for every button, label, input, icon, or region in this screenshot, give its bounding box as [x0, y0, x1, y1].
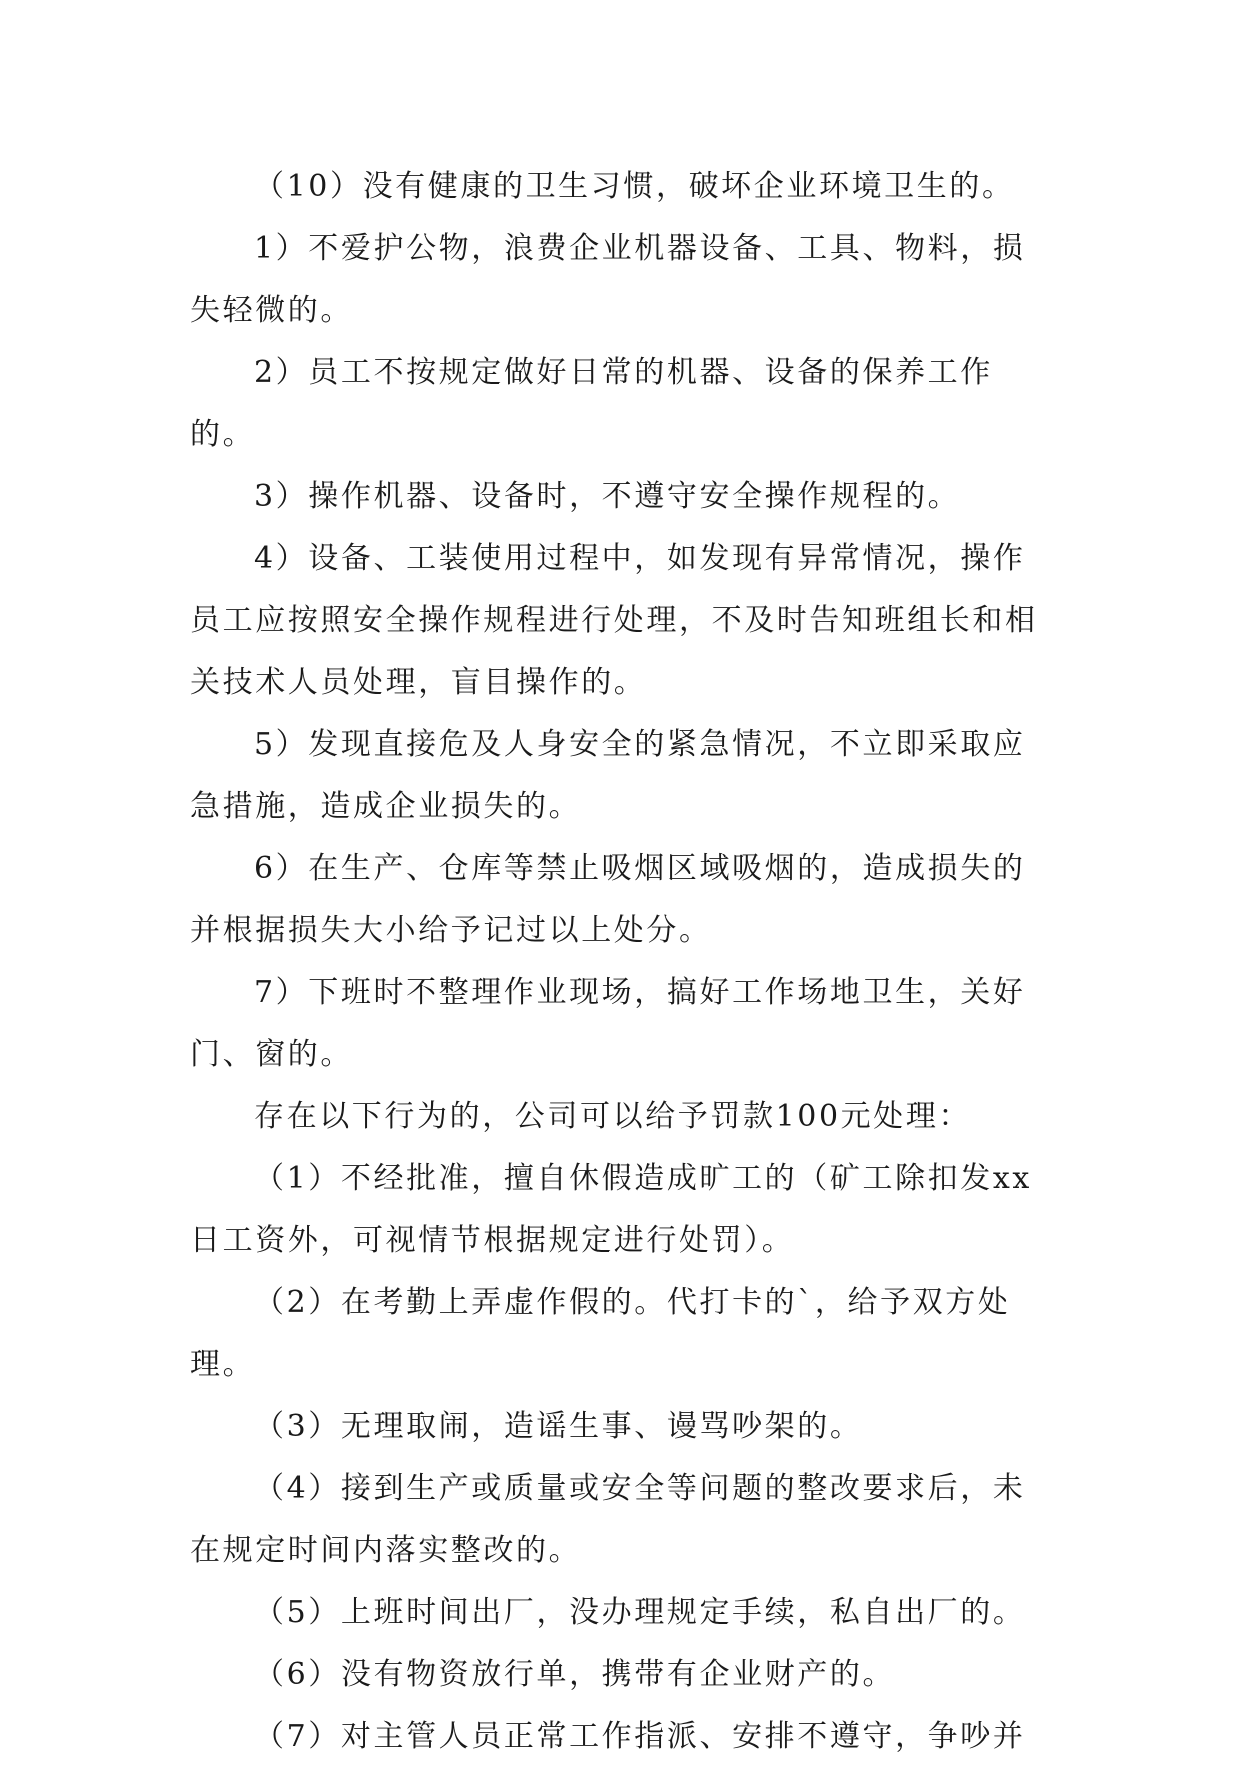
- paragraph: 6）在生产、仓库等禁止吸烟区域吸烟的，造成损失的并根据损失大小给予记过以上处分。: [190, 851, 1026, 948]
- paragraph: （1）不经批准，擅自休假造成旷工的（矿工除扣发xx日工资外，可视情节根据规定进行处罚）。: [190, 1161, 1032, 1258]
- paragraph: （6）没有物资放行单，携带有企业财产的。: [254, 1657, 896, 1692]
- paragraph: （5）上班时间出厂，没办理规定手续，私自出厂的。: [254, 1595, 1026, 1630]
- paragraph: 5）发现直接危及人身安全的紧急情况，不立即采取应急措施，造成企业损失的。: [190, 727, 1026, 824]
- paragraph: （7）对主管人员正常工作指派、安排不遵守，争吵并: [254, 1719, 1026, 1754]
- paragraph: （3）无理取闹，造谣生事、谩骂吵架的。: [254, 1409, 863, 1444]
- paragraph: 3）操作机器、设备时，不遵守安全操作规程的。: [254, 479, 961, 514]
- paragraph: 存在以下行为的，公司可以给予罚款100元处理：: [254, 1099, 972, 1134]
- paragraph: 1）不爱护公物，浪费企业机器设备、工具、物料，损失轻微的。: [190, 231, 1026, 328]
- paragraph: 7）下班时不整理作业现场，搞好工作场地卫生，关好门、窗的。: [190, 975, 1026, 1072]
- paragraph: （10）没有健康的卫生习惯，破坏企业环境卫生的。: [254, 169, 1015, 204]
- paragraph: （2）在考勤上弄虚作假的。代打卡的`，给予双方处理。: [190, 1285, 1011, 1382]
- paragraph: 2）员工不按规定做好日常的机器、设备的保养工作的。: [190, 355, 993, 452]
- paragraph: 4）设备、工装使用过程中，如发现有异常情况，操作员工应按照安全操作规程进行处理，不及时告知班组长和相关技术人员处理，盲目操作的。: [190, 541, 1038, 700]
- paragraph: （4）接到生产或质量或安全等问题的整改要求后，未在规定时间内落实整改的。: [190, 1471, 1026, 1568]
- document-body: [190, 156, 1048, 1768]
